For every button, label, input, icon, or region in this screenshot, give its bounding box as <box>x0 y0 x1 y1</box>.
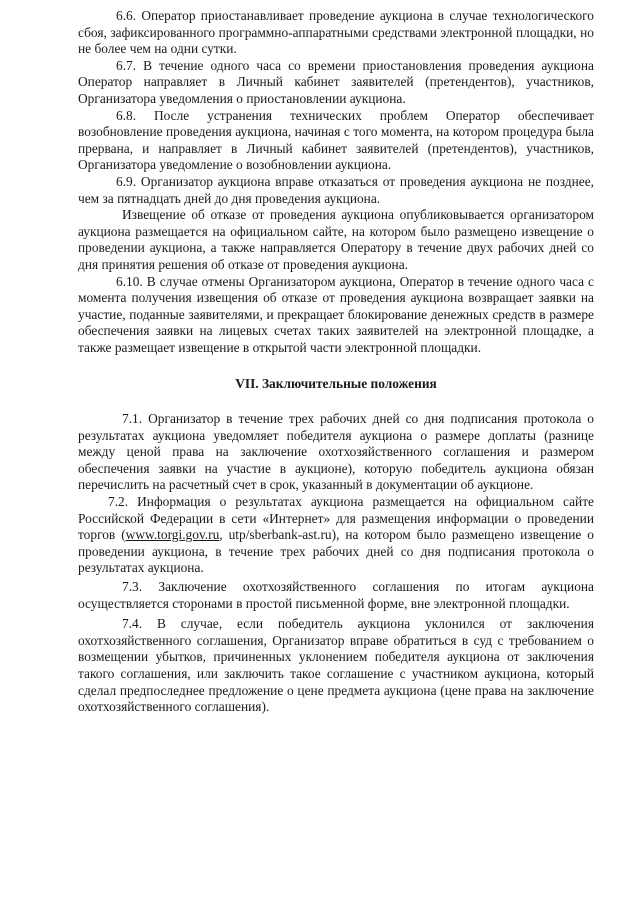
paragraph-7-3: 7.3. Заключение охотхозяйственного соглашения по итогам аукциона осуществляется сторонами в простой письменной форме, вне электронной площадки. <box>78 579 594 611</box>
paragraph-7-2-text-after: , utp/sberbank-ast.ru), на котором было размещено извещение о проведении аукциона, в течение трех рабочих дней со дня подписания протокола о результатах аукциона. <box>78 527 594 576</box>
paragraph-6-10: 6.10. В случае отмены Организатором аукциона, Оператор в течение одного часа с момента получения извещения об отказе от проведения аукциона возвращает заявки на участие, поданные заявителями, и прекращает блокирование денежных средств в размере обеспечения заявки на лицевых счетах таких заявителей на электронной площадке, а также размещает извещение в открытой части электронной площадки. <box>78 273 594 355</box>
paragraph-6-9-notice: Извещение об отказе от проведения аукциона опубликовывается организатором аукциона размещается на официальном сайте, на котором было размещено извещение о проведении аукциона, а также направляется Оператору в течение двух рабочих дней со дня принятия решения об отказе от проведения аукциона. <box>78 207 594 272</box>
paragraph-6-8: 6.8. После устранения технических проблем Оператор обеспечивает возобновление проведения аукциона, начиная с того момента, на котором процедура была прервана, и направляет в Личный кабинет заявителей (претендентов), участников, Организатора уведомление о возобновлении аукциона. <box>78 107 594 173</box>
paragraph-6-7: 6.7. В течение одного часа со времени приостановления проведения аукциона Оператор направляет в Личный кабинет заявителей (претендентов), участников, Организатора уведомления о приостановлении аукциона. <box>78 57 594 106</box>
paragraph-7-2 <box>78 494 594 577</box>
paragraph-7-1: 7.1. Организатор в течение трех рабочих дней со дня подписания протокола о результатах аукциона уведомляет победителя аукциона о размере доплаты (разнице между ценой права на заключение охотхозяйственного соглашения и размером обеспечения заявки на участие в аукционе), которую победитель аукциона обязан перечислить на расчетный счет в срок, указанный в документации об аукционе. <box>78 411 594 493</box>
paragraph-6-6: 6.6. Оператор приостанавливает проведение аукциона в случае технологического сбоя, зафиксированного программно-аппаратными средствами электронной площадки, но не более чем на одни сутки. <box>78 8 594 57</box>
paragraph-7-2-text-before: 7.2. Информация о результатах аукциона размещается на официальном сайте Российской Федерации в сети «Интернет» для размещения информации о проведении торгов ( <box>78 494 594 543</box>
paragraph-7-4: 7.4. В случае, если победитель аукциона уклонился от заключения охотхозяйственного соглашения, Организатор вправе обратиться в суд с требованием о возмещении убытков, причиненных уклонением победителя аукциона от заключения такого соглашения, или заключить такое соглашение с участником аукциона, который сделал предпоследнее предложение о цене предмета аукциона (цене права на заключение охотхозяйственного соглашения). <box>78 616 594 715</box>
torgi-link[interactable]: www.torgi.gov.ru <box>125 527 220 543</box>
document-page <box>78 8 594 716</box>
paragraph-6-9: 6.9. Организатор аукциона вправе отказаться от проведения аукциона не позднее, чем за пятнадцать дней до дня проведения аукциона. <box>78 173 594 206</box>
section-title: VII. Заключительные положения <box>235 376 437 392</box>
